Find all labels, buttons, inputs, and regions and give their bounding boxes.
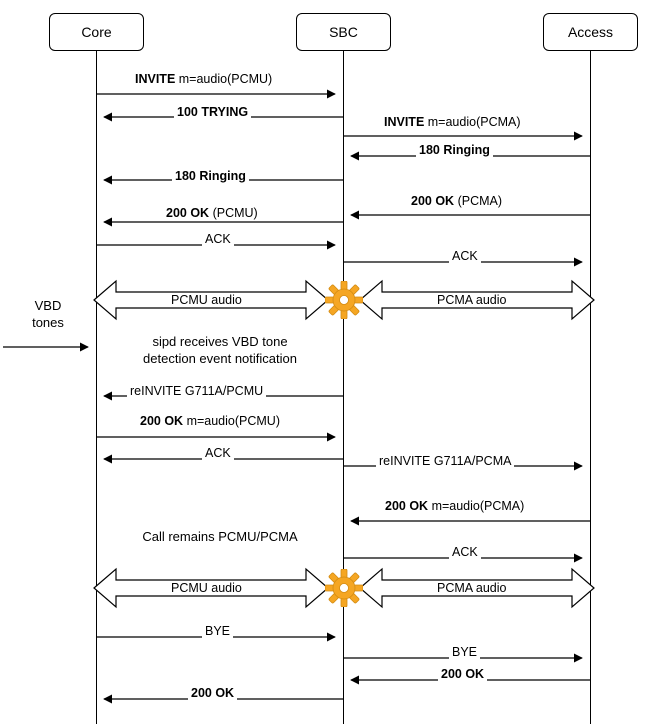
note-n2-line1: Call remains PCMU/PCMA [142, 529, 298, 544]
note-n1-line2: detection event notification [143, 351, 297, 366]
message-plain-m15: ACK [452, 545, 478, 559]
message-label-m18 [438, 667, 487, 681]
note-sipd-vbd-detection [106, 333, 334, 367]
message-label-m8 [202, 232, 234, 246]
message-label-m12 [202, 446, 234, 460]
message-plain-m8: ACK [205, 232, 231, 246]
message-bold-m1: INVITE [135, 72, 176, 86]
message-label-m3 [381, 115, 524, 129]
message-label-m10 [127, 384, 266, 398]
lifeline-header-access [543, 13, 638, 51]
message-label-m9 [449, 249, 481, 263]
message-plain-m6: (PCMA) [454, 194, 503, 208]
lifeline-header-sbc [296, 13, 391, 51]
message-bold-m6: 200 OK [411, 194, 455, 208]
message-bold-m2: 100 TRYING [177, 105, 249, 119]
note-n1-line1: sipd receives VBD tone [152, 334, 288, 349]
message-plain-m17: BYE [452, 645, 478, 659]
message-label-m6 [408, 194, 505, 208]
message-plain-m1: m=audio(PCMU) [175, 72, 273, 86]
lifeline-label-access: Access [567, 24, 614, 40]
gear-icon [325, 569, 363, 612]
message-plain-m10: reINVITE G711A/PCMU [130, 384, 264, 398]
message-label-m7 [163, 206, 261, 220]
message-plain-m13: reINVITE G711A/PCMA [379, 454, 512, 468]
message-label-m4 [416, 143, 493, 157]
media-label-f1-right: PCMA audio [434, 293, 509, 307]
message-label-m16 [202, 624, 233, 638]
lifeline-header-core [49, 13, 144, 51]
side-note-line1: VBD [34, 298, 62, 313]
lifeline-label-sbc: SBC [329, 24, 358, 40]
message-plain-m3: m=audio(PCMA) [424, 115, 521, 129]
media-label-f1-left: PCMU audio [168, 293, 245, 307]
message-bold-m3: INVITE [384, 115, 425, 129]
message-plain-m14: m=audio(PCMA) [428, 499, 525, 513]
message-label-m1 [132, 72, 275, 86]
note-call-remains [106, 528, 334, 545]
side-note-line2: tones [32, 315, 64, 330]
message-plain-m16: BYE [205, 624, 231, 638]
message-plain-m11: m=audio(PCMU) [183, 414, 280, 428]
message-bold-m11: 200 OK [140, 414, 184, 428]
message-bold-m7: 200 OK [166, 206, 210, 220]
message-plain-m7: (PCMU) [209, 206, 258, 220]
media-label-f2-right: PCMA audio [434, 581, 509, 595]
message-plain-m12: ACK [205, 446, 231, 460]
message-bold-m14: 200 OK [385, 499, 429, 513]
message-label-m5 [172, 169, 249, 183]
message-label-m15 [449, 545, 481, 559]
message-label-m11 [137, 414, 283, 428]
message-label-m19 [188, 686, 237, 700]
message-bold-m4: 180 Ringing [419, 143, 490, 157]
message-bold-m18: 200 OK [441, 667, 485, 681]
side-note-vbd-tones [16, 297, 80, 331]
gear-icon [325, 281, 363, 324]
media-label-f2-left: PCMU audio [168, 581, 245, 595]
message-label-m13 [376, 454, 514, 468]
message-label-m2 [174, 105, 251, 119]
message-plain-m9: ACK [452, 249, 478, 263]
lifeline-label-core: Core [81, 24, 112, 40]
message-label-m17 [449, 645, 480, 659]
message-label-m14 [382, 499, 527, 513]
message-bold-m5: 180 Ringing [175, 169, 246, 183]
message-bold-m19: 200 OK [191, 686, 235, 700]
